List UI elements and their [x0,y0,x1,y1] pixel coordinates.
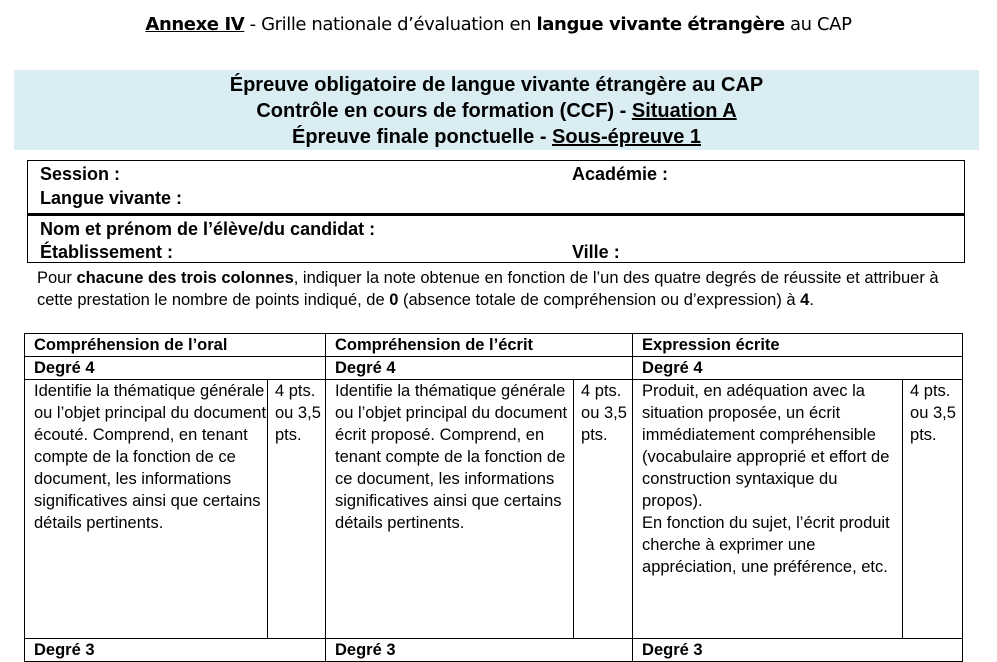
header-row [25,334,963,357]
banner-line-1: Épreuve obligatoire de langue vivante étrangère au CAP [229,74,764,96]
instr-text-2: , indiquer la note obtenue en fonction de l’un des quatre degrés de réussite et attribuer à cette prestation le nombre de points indiqué, de [37,269,939,309]
annex-title [0,14,997,35]
annex-label: Annexe IV [145,14,245,35]
banner-line-2 [14,98,979,124]
col-header-ecrit: Compréhension de l’écrit [326,334,633,357]
nom-field[interactable]: Nom et prénom de l’élève/du candidat : [40,219,376,239]
annex-text: Grille nationale d’évaluation en [261,14,537,35]
degree-oral: Degré 4 [25,357,326,380]
description-oral: Identifie la thématique générale ou l’objet principal du document écouté. Comprend, en tenant compte de la fonction de ce document, les informations significatives ainsi que certains détails pertinents. [25,380,268,639]
annex-bold: langue vivante étrangère [536,14,785,35]
instr-text-4: . [809,291,814,309]
annex-sep: - [244,14,262,35]
etablissement-field[interactable]: Établissement : [40,242,174,262]
next-degree-row [25,639,963,662]
degree-expression: Degré 4 [633,357,963,380]
next-degree-expression: Degré 3 [633,639,963,662]
annex-text-end: au CAP [784,14,852,35]
next-degree-oral: Degré 3 [25,639,326,662]
next-degree-ecrit: Degré 3 [326,639,633,662]
description-expression [633,380,903,639]
session-field[interactable]: Session : [40,164,121,184]
col-header-expression: Expression écrite [633,334,963,357]
banner-line-3-prefix: Épreuve finale ponctuelle - [291,126,553,148]
description-expression-p2: En fonction du sujet, l’écrit produit cherche à exprimer une appréciation, une préférence, etc. [642,514,890,576]
banner-line-2-prefix: Contrôle en cours de formation (CCF) - [256,100,632,122]
instr-bold-1: chacune des trois colonnes [76,269,294,287]
session-box [27,160,965,214]
academie-field[interactable]: Académie : [572,164,669,184]
banner-line-3 [14,124,979,150]
description-ecrit: Identifie la thématique générale ou l’objet principal du document écrit proposé. Comprend, en tenant compte de la fonction de ce document, les informations significatives ainsi que certains détails pertinents. [326,380,574,639]
instr-bold-2: 0 [389,291,399,309]
exam-banner [14,70,979,150]
ville-field[interactable]: Ville : [572,242,620,262]
points-expression[interactable]: 4 pts. ou 3,5 pts. [903,380,963,639]
evaluation-grid [24,333,963,662]
instr-text-1: Pour [37,269,77,287]
degree-ecrit: Degré 4 [326,357,633,380]
candidate-box [27,213,965,263]
instr-text-3: (absence totale de compréhension ou d’expression) à [398,291,801,309]
points-ecrit[interactable]: 4 pts. ou 3,5 pts. [574,380,633,639]
instructions [37,267,967,311]
sous-epreuve-label: Sous-épreuve 1 [552,126,701,148]
col-header-oral: Compréhension de l’oral [25,334,326,357]
degree-row [25,357,963,380]
description-row [25,380,963,639]
instr-bold-3: 4 [800,291,810,309]
description-expression-p1: Produit, en adéquation avec la situation proposée, un écrit immédiatement compréhensible (vocabulaire approprié et effort de construction syntaxique du propos). [642,382,890,510]
situation-label: Situation A [631,100,737,122]
langue-field[interactable]: Langue vivante : [40,188,183,208]
points-oral[interactable]: 4 pts. ou 3,5 pts. [268,380,326,639]
